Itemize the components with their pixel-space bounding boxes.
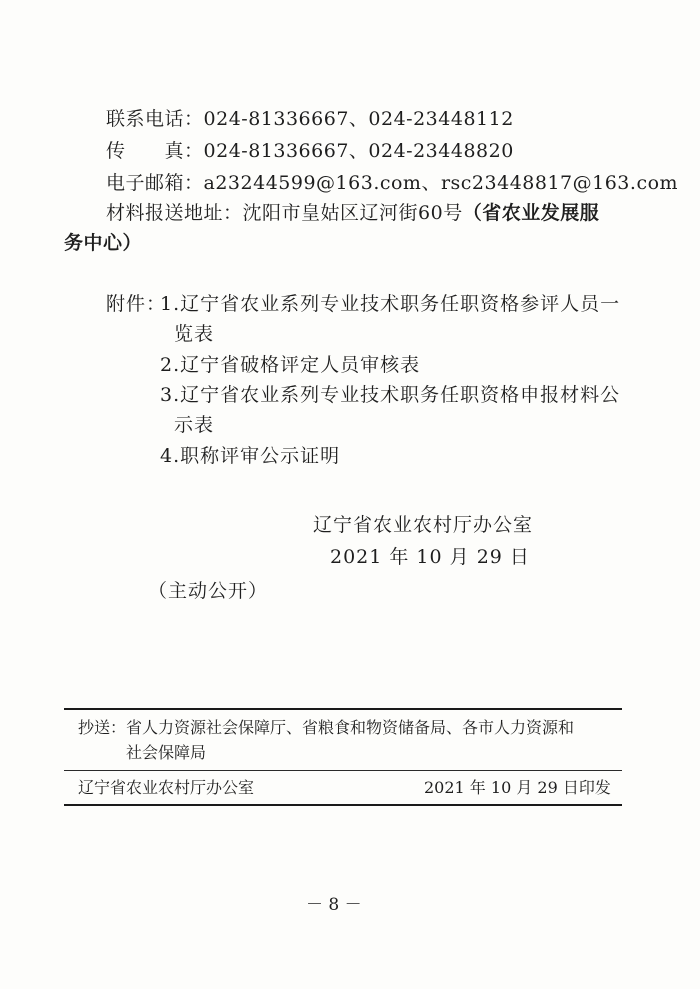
- address-value: 沈阳市皇姑区辽河街60号: [242, 202, 463, 224]
- address-line: [106, 200, 599, 226]
- cc-label: 抄送：: [78, 718, 127, 737]
- cc-recipients-continued: 社会保障局: [126, 743, 207, 762]
- attachment-1-line2: 览表: [174, 323, 215, 345]
- address-org-continued: 务中心）: [64, 232, 143, 254]
- footer-top-rule: [64, 708, 622, 710]
- footer-middle-rule: [64, 770, 622, 771]
- fax-line: [106, 138, 514, 164]
- signature-date: 2021 年 10 月 29 日: [330, 546, 530, 568]
- issue-date: 2021 年 10 月 29 日印发: [424, 778, 611, 797]
- email-label: 电子邮箱：: [106, 172, 204, 194]
- fax-label: 传 真：: [106, 140, 204, 162]
- signature-org: 辽宁省农业农村厅办公室: [313, 514, 534, 536]
- page-number: － 8 －: [306, 895, 362, 915]
- fax-value: 024-81336667、024-23448820: [203, 140, 514, 162]
- attachment-3-line1: 3.辽宁省农业系列专业技术职务任职资格申报材料公: [160, 384, 621, 406]
- attachment-1-line1: 1.辽宁省农业系列专业技术职务任职资格参评人员一: [160, 293, 621, 315]
- disclosure-note: （主动公开）: [148, 580, 269, 602]
- email-value: a23244599@163.com、rsc23448817@163.com: [203, 172, 679, 194]
- cc-line: [78, 716, 574, 740]
- address-org: （省农业发展服: [462, 202, 600, 224]
- email-line: [106, 170, 678, 196]
- phone-label: 联系电话：: [106, 108, 204, 130]
- issuer: 辽宁省农业农村厅办公室: [78, 778, 255, 797]
- phone-value: 024-81336667、024-23448112: [203, 108, 514, 130]
- footer-bottom-rule: [64, 804, 622, 806]
- address-label: 材料报送地址：: [106, 202, 243, 224]
- attachment-3-line2: 示表: [174, 414, 215, 436]
- attachments-label: 附件：: [106, 293, 167, 315]
- attachment-4: 4.职称评审公示证明: [160, 445, 341, 467]
- cc-recipients: 省人力资源社会保障厅、省粮食和物资储备局、各市人力资源和: [126, 718, 575, 737]
- phone-line: [106, 106, 514, 132]
- attachment-2: 2.辽宁省破格评定人员审核表: [160, 354, 421, 376]
